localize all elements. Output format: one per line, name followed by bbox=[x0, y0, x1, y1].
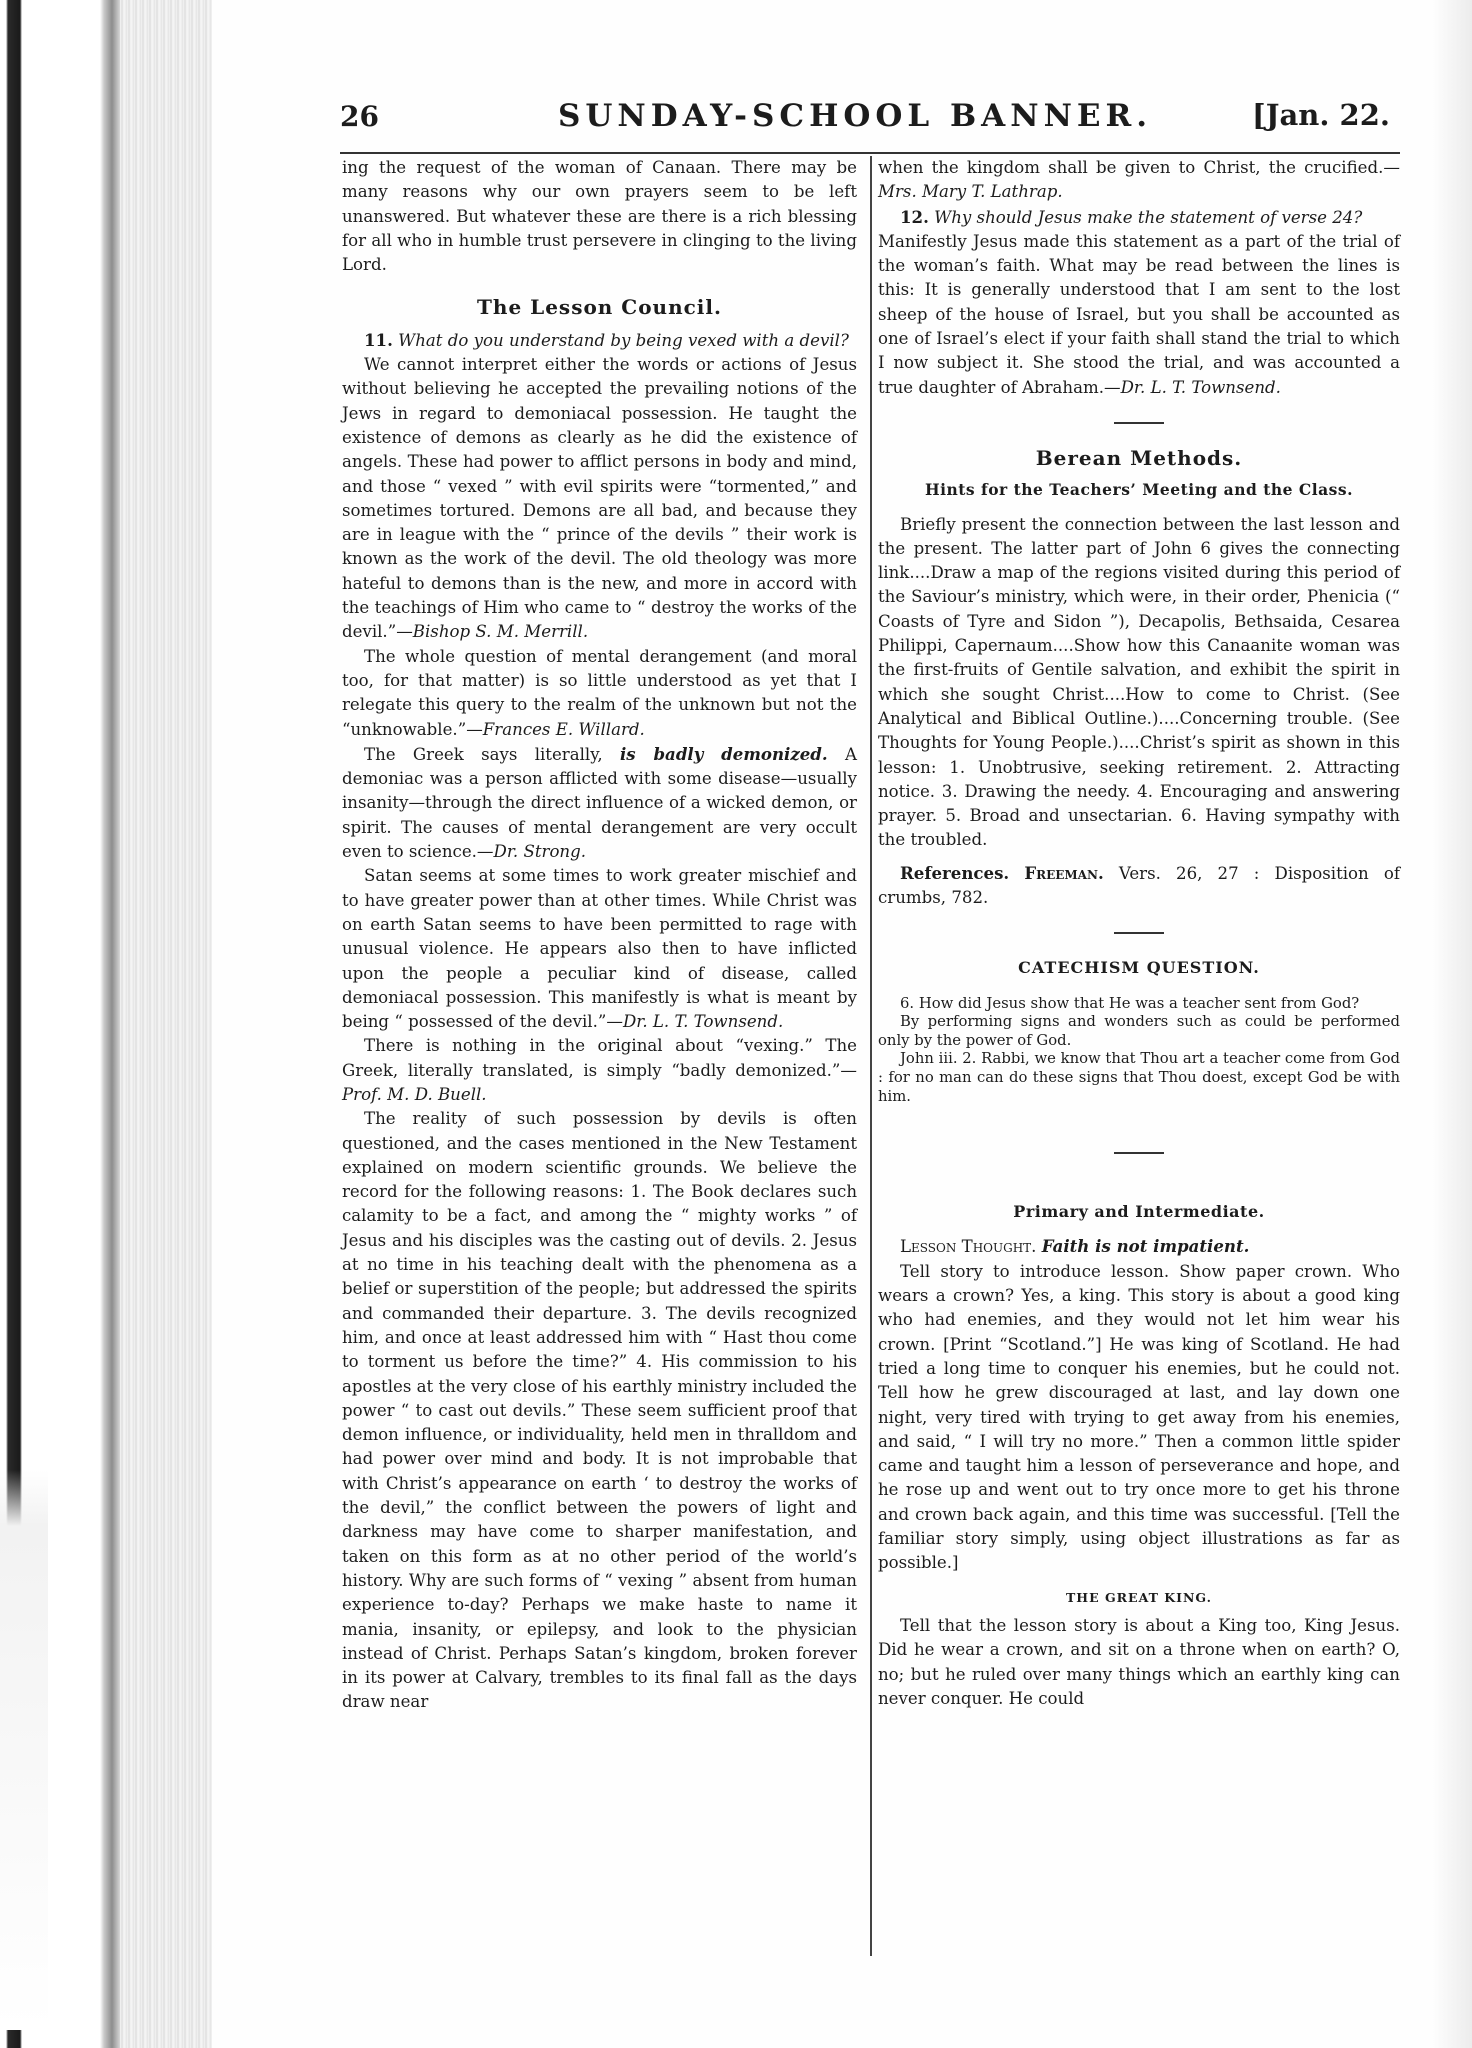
continued-paragraph bbox=[878, 156, 1400, 205]
lesson-thought-text: Faith is not impatient. bbox=[1041, 1236, 1250, 1257]
answer-text: There is nothing in the original about “vexing.” The Greek, literally translated, is simply “badly demonized.” bbox=[342, 1036, 857, 1080]
running-header bbox=[340, 92, 1400, 142]
question-12-number: 12. bbox=[900, 206, 929, 227]
references-text: Vers. 26, 27 : Disposition of crumbs, 782. bbox=[878, 863, 1400, 908]
primary-heading: Primary and Intermediate. bbox=[1013, 1202, 1265, 1222]
citation: —Prof. M. D. Buell. bbox=[342, 1060, 857, 1104]
answer-text: We cannot interpret either the words or actions of Jesus without believing he accepted the prevailing notions of the Jews in regard to demoniacal possession. He taught the existence of demons as clearly as he did the existence of angels. These had power to afflict persons in body and mind, and those “ vexed ” with evil spirits were “tormented,” and sometimes tortured. Demons are all bad, and because they are in league with the “ prince of the devils ” their work is known as the work of the devil. The old theology was more hateful to demons than is the new, and more in accord with the teachings of Him who came to “ destroy the works of the devil.” bbox=[342, 355, 857, 642]
berean-paragraph: Briefly present the connection between the last lesson and the present. The latter part of John 6 gives the connecting link....Draw a map of the regions visited during this period of the Saviour’s ministry, which were, in their order, Phenicia (“ Coasts of Tyre and Sidon ”), Decapolis, Bethsaida, Cesarea Philippi, Capernaum....Show how this Canaanite woman was the first-fruits of Gentile salvation, and exhibit the spirit in which she sought Christ....How to come to Christ. (See Analytical and Biblical Outline.)....Concerning trouble. (See Thoughts for Young People.)....Christ’s spirit as shown in this lesson: 1. Unobtrusive, seeking retirement. 2. Attracting notice. 3. Drawing the needy. 4. Encouraging and answering prayer. 5. Broad and unsectarian. 6. Having sympathy with the troubled. bbox=[878, 514, 1400, 850]
answer-text: Manifestly Jesus made this statement as a part of the trial of the woman’s faith. What may be read between the lines is this: It is generally understood that I am sent to the lost sheep of the house of Israel, but you shall be accounted as one of Israel’s elect if your faith shall stand the trial to which I now subject it. She stood the trial, and was accounted a true daughter of Abraham. bbox=[878, 231, 1400, 397]
answer-paragraph: The reality of such possession by devils is often questioned, and the cases mentioned in the New Testament explained on modern scientific grounds. We believe the record for the following reasons: 1. The Book declares such calamity to be a fact, and among the “ mighty works ” of Jesus and his disciples was the casting out of devils. 2. Jesus at no time in his teaching dealt with the phenomena as a belief or superstition of the people; but addressed the spirits and commanded their departure. 3. The devils recognized him, and once at least addressed him with “ Hast thou come to torment us before the time?” 4. His commission to his apostles at the very close of his earthly ministry included the power “ to cast out devils.” These seem sufficient proof that demon influence, or individuality, held men in thralldom and had power over mind and body. It is not improbable that with Christ’s appearance on earth ‘ to destroy the works of the devil,” the conflict between the powers of light and darkness may have come to sharper manifestation, and taken on this form as at no other period of the world’s history. Why are such forms of “ vexing ” absent from human experience to-day? Perhaps we make haste to name it mania, insanity, or epilepsy, and look to the physician instead of Christ. Perhaps Satan’s kingdom, broken forever in its power at Calvary, trembles to its final fall as the days draw near bbox=[342, 1109, 857, 1712]
catechism-answer: By performing signs and wonders such as could be performed only by the power of God. bbox=[878, 1013, 1400, 1049]
great-king-paragraph: Tell that the lesson story is about a King too, King Jesus. Did he wear a crown, and sit on a throne when on earth? O, no; but he ruled over many things which an earthly king can never conquer. He could bbox=[878, 1615, 1400, 1708]
citation: —Dr. L. T. Townsend. bbox=[606, 1012, 784, 1032]
answer-text: The whole question of mental derangement (and moral too, for that matter) is so little understood as yet that I relegate this query to the realm of the unknown but not the “unknowable.” bbox=[342, 646, 857, 739]
references-paragraph bbox=[878, 861, 1400, 911]
citation: —Dr. L. T. Townsend. bbox=[1104, 377, 1281, 397]
berean-methods-heading: Berean Methods. bbox=[1035, 445, 1243, 470]
answer-paragraph bbox=[342, 645, 857, 742]
answer-text: Satan seems at some times to work greater mischief and to have greater power than at other times. While Christ was on earth Satan seems to have been permitted to rage with unusual violence. He appears also then to have inflicted upon the people a peculiar kind of disease, called demoniacal possession. This manifestly is what is meant by being “ possessed of the devil.” bbox=[342, 866, 857, 1032]
catechism-question: 6. How did Jesus show that He was a teacher sent from God? bbox=[900, 994, 1360, 1012]
header-date: [Jan. 22. bbox=[1252, 98, 1390, 132]
emphasis: is badly demonized. bbox=[620, 743, 828, 764]
catechism-block bbox=[878, 995, 1400, 1107]
section-divider bbox=[1114, 422, 1164, 424]
hints-heading: Hints for the Teachers’ Meeting and the Class. bbox=[924, 480, 1354, 500]
citation: —Mrs. Mary T. Lathrap. bbox=[878, 158, 1400, 202]
answer-paragraph bbox=[342, 1034, 857, 1107]
citation: —Dr. Strong. bbox=[476, 842, 587, 862]
answer-text: A demoniac was a person afflicted with some disease—usually insanity—through the direct influence of a wicked demon, or spirit. The causes of mental derangement are very occult even to science. bbox=[342, 744, 857, 862]
question-12 bbox=[878, 205, 1400, 230]
question-12-text: Why should Jesus make the statement of verse 24? bbox=[934, 207, 1363, 227]
question-11 bbox=[342, 328, 857, 353]
primary-paragraph: Tell story to introduce lesson. Show paper crown. Who wears a crown? Yes, a king. This story is about a good king who had enemies, and they would not let him wear his crown. [Print “Scotland.”] He was king of Scotland. He had tried a long time to conquer his enemies, but he could not. Tell how he grew discouraged at last, and lay down one night, very tired with trying to get away from his enemies, and said, “ I will try no more.” Then a common little spider came and taught him a lesson of perseverance and hope, and he rose up and went out to try once more to get his throne and crown back again, and this time was successful. [Tell the familiar story simply, using object illustrations as far as possible.] bbox=[878, 1261, 1400, 1573]
lesson-thought bbox=[878, 1234, 1400, 1259]
question-11-number: 11. bbox=[364, 329, 393, 350]
answer-text: when the kingdom shall be given to Christ, the crucified. bbox=[878, 158, 1384, 177]
references-label: References. bbox=[900, 862, 1010, 883]
answer-paragraph bbox=[342, 864, 857, 1034]
section-divider bbox=[1114, 1152, 1164, 1154]
page-edges bbox=[120, 0, 212, 2048]
answer-paragraph bbox=[342, 742, 857, 864]
page-number: 26 bbox=[340, 100, 379, 133]
lesson-thought-label: Lesson Thought. bbox=[900, 1237, 1037, 1257]
column-divider bbox=[870, 156, 872, 1956]
answer-text: The Greek says literally, bbox=[364, 744, 603, 764]
header-rule bbox=[340, 152, 1400, 154]
citation: —Frances E. Willard. bbox=[466, 719, 645, 739]
question-11-text: What do you understand by being vexed with a devil? bbox=[398, 330, 849, 350]
answer-paragraph bbox=[878, 230, 1400, 400]
right-column bbox=[878, 156, 1400, 1711]
citation: —Bishop S. M. Merrill. bbox=[396, 622, 589, 642]
lesson-council-heading: The Lesson Council. bbox=[477, 295, 722, 320]
great-king-heading: THE GREAT KING. bbox=[1066, 1589, 1212, 1605]
left-column bbox=[342, 156, 857, 1715]
intro-paragraph: ing the request of the woman of Canaan. There may be many reasons why our own prayers seem to be left unanswered. But whatever these are there is a rich blessing for all who in humble trust persevere in clinging to the living Lord. bbox=[342, 158, 857, 275]
references-source: Freeman. bbox=[1024, 862, 1104, 883]
running-title: SUNDAY-SCHOOL BANNER. bbox=[558, 98, 1153, 134]
page-right-shadow bbox=[1432, 0, 1472, 2048]
section-divider bbox=[1114, 932, 1164, 934]
catechism-heading: CATECHISM QUESTION. bbox=[1018, 958, 1260, 978]
answer-paragraph bbox=[342, 353, 857, 645]
binding-shadow bbox=[0, 1470, 48, 2030]
catechism-reference: John iii. 2. Rabbi, we know that Thou art a teacher come from God : for no man can do these signs that Thou doest, except God be with him. bbox=[878, 1050, 1400, 1105]
